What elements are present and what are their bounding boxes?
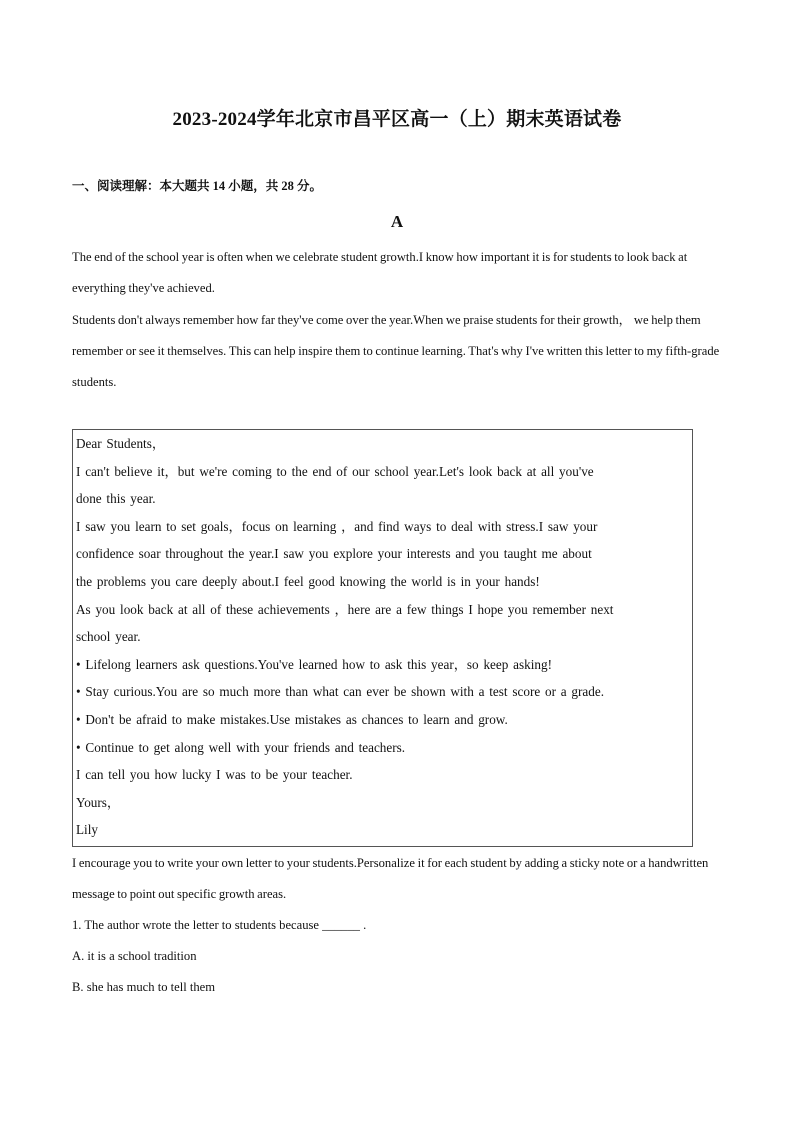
intro-paragraph-1: The end of the school year is often when we celebrate student growth.I know how important it is for students to look back at everything they've achieved. — [72, 250, 688, 296]
letter-line: I can tell you how lucky I was to be your teacher. — [76, 767, 353, 783]
letter-line: Dear Students， — [76, 436, 166, 451]
letter-line: the problems you care deeply about.I feel good knowing the world is in your hands! — [76, 573, 540, 589]
page-title: 2023-2024学年北京市昌平区高一（上）期末英语试卷 — [172, 109, 622, 130]
letter-line: • Continue to get along well with your friends and teachers. — [76, 739, 406, 755]
letter-line: I saw you learn to set goals，focus on learning ，and find ways to deal with stress.I saw your — [76, 518, 598, 534]
section-heading: 一、阅读理解：本大题共 14 小题，共 28 分。 — [72, 179, 323, 193]
passage-label: A — [390, 212, 404, 231]
question-1-option-a: A. it is a school tradition — [72, 949, 197, 963]
letter-line: confidence soar throughout the year.I saw you explore your interests and you taught me about — [76, 546, 592, 562]
closing-paragraph: I encourage you to write your own letter to your students.Personalize it for each student by adding a sticky note or a handwritten message to point out specific growth areas. — [72, 856, 709, 902]
letter-line: Yours， — [76, 794, 121, 810]
letter-line: As you look back at all of these achievements ，here are a few things I hope you remember next — [76, 601, 614, 617]
intro-paragraph-2: Students don't always remember how far they've come over the year.When we praise students for their growth， we help them remember or see it themselves. This can help inspire them to continue learning. That's why I've written this letter to my fifth-grade students. — [72, 313, 720, 390]
letter-line: • Don't be afraid to make mistakes.Use mistakes as chances to learn and grow. — [76, 711, 508, 727]
question-1-option-b: B. she has much to tell them — [72, 980, 216, 994]
question-1-stem: 1. The author wrote the letter to students because ______ . — [72, 918, 367, 932]
letter-line: • Stay curious.You are so much more than what can ever be shown with a test score or a grade. — [76, 684, 605, 700]
letter-line: done this year. — [76, 491, 156, 507]
letter-box — [72, 429, 693, 847]
letter-line: I can't believe it，but we're coming to the end of our school year.Let's look back at all you've — [76, 463, 594, 479]
letter-line: • Lifelong learners ask questions.You've learned how to ask this year，so keep asking! — [76, 656, 552, 672]
letter-line: Lily — [76, 822, 98, 838]
letter-line: school year. — [76, 629, 141, 645]
